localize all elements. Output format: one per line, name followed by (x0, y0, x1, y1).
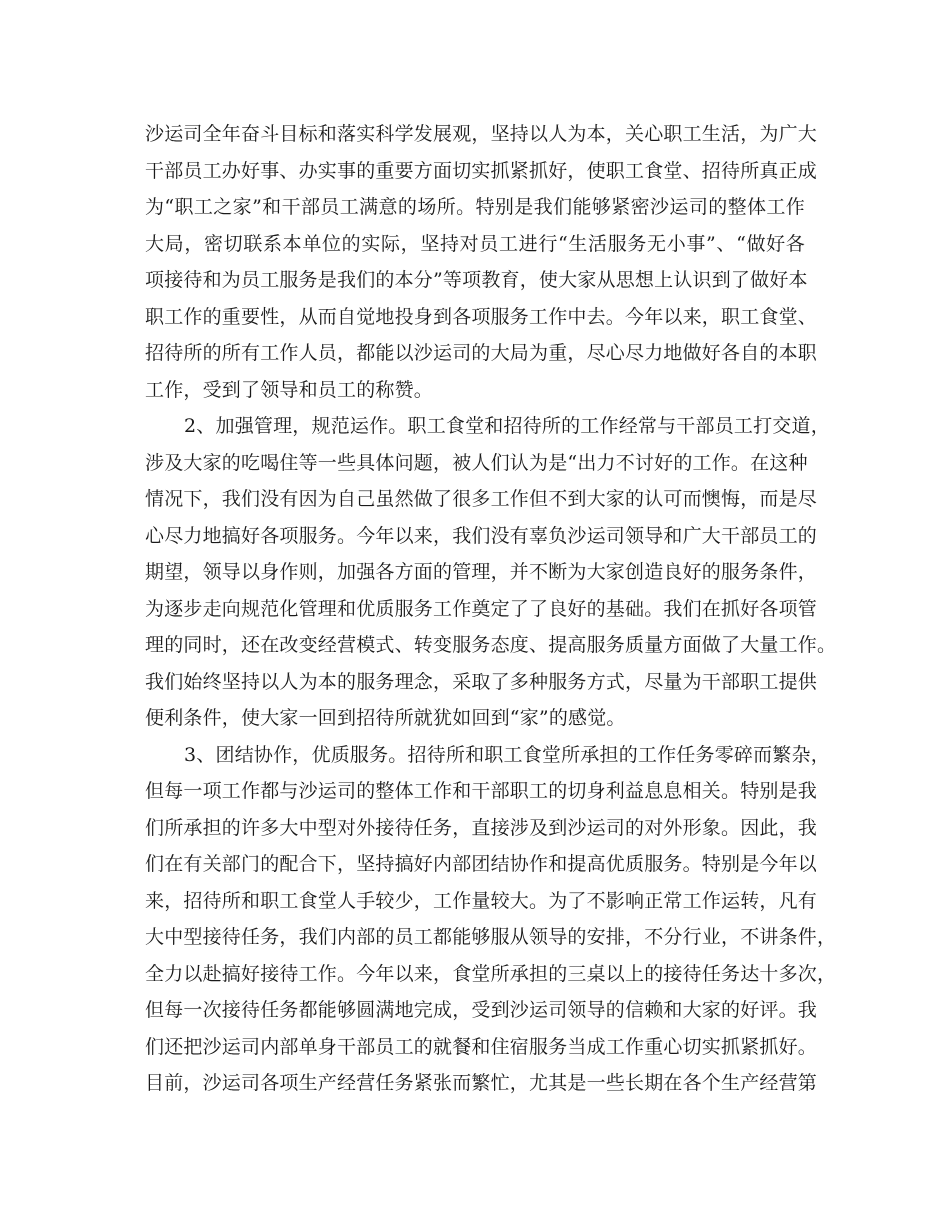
text-line: 便利条件，使大家一回到招待所就犹如回到“家”的感觉。 (145, 707, 626, 729)
text-line: 工作，受到了领导和员工的称赞。 (145, 378, 434, 401)
text-line: 沙运司全年奋斗目标和落实科学发展观，坚持以人为本，关心职工生活，为广大 (145, 123, 818, 145)
text-line: 为“职工之家”和干部员工满意的场所。特别是我们能够紧密沙运司的整体工作 (145, 196, 805, 218)
text-line: 们所承担的许多大中型对外接待任务，直接涉及到沙运司的对外形象。因此，我 (145, 816, 818, 839)
text-line: 干部员工办好事、办实事的重要方面切实抓紧抓好，使职工食堂、招待所真正成 (145, 159, 818, 182)
text-line: 但每一次接待任务都能够圆满地完成，受到沙运司领导的信赖和大家的好评。我 (145, 999, 818, 1021)
paragraph-first-line: 2、加强管理，规范运作。职工食堂和招待所的工作经常与干部员工打交道， (184, 415, 830, 437)
text-line: 全力以赴搞好接待工作。今年以来，食堂所承担的三桌以上的接待任务达十多次， (145, 962, 837, 985)
text-line: 理的同时，还在改变经营模式、转变服务态度、提高服务质量方面做了大量工作。 (145, 634, 837, 656)
text-line: 期望，领导以身作则，加强各方面的管理，并不断为大家创造良好的服务条件， (145, 561, 818, 583)
text-line: 目前，沙运司各项生产经营任务紧张而繁忙，尤其是一些长期在各个生产经营第 (145, 1072, 818, 1094)
text-line: 们还把沙运司内部单身干部员工的就餐和住宿服务当成工作重心切实抓紧抓好。 (145, 1035, 818, 1058)
text-line: 项接待和为员工服务是我们的本分”等项教育，使大家从思想上认识到了做好本 (145, 269, 808, 291)
text-line: 为逐步走向规范化管理和优质服务工作奠定了了良好的基础。我们在抓好各项管 (145, 597, 818, 620)
text-line: 大中型接待任务，我们内部的员工都能够服从领导的安排，不分行业，不讲条件， (145, 926, 837, 948)
text-line: 职工作的重要性，从而自觉地投身到各项服务工作中去。今年以来，职工食堂、 (145, 305, 818, 328)
text-line: 来，招待所和职工食堂人手较少，工作量较大。为了不影响正常工作运转，凡有 (145, 889, 818, 912)
text-line: 情况下，我们没有因为自己虽然做了很多工作但不到大家的认可而懊悔，而是尽 (145, 488, 818, 510)
text-line: 们在有关部门的配合下，坚持搞好内部团结协作和提高优质服务。特别是今年以 (145, 853, 818, 875)
text-line: 我们始终坚持以人为本的服务理念，采取了多种服务方式，尽量为干部职工提供 (145, 670, 818, 693)
text-line: 心尽力地搞好各项服务。今年以来，我们没有辜负沙运司领导和广大干部员工的 (145, 524, 818, 547)
text-line: 但每一项工作都与沙运司的整体工作和干部职工的切身利益息息相关。特别是我 (145, 780, 818, 802)
text-line: 大局，密切联系本单位的实际，坚持对员工进行“生活服务无小事”、“做好各 (145, 232, 805, 255)
paragraph-first-line: 3、团结协作，优质服务。招待所和职工食堂所承担的工作任务零碎而繁杂， (184, 743, 830, 766)
text-line: 涉及大家的吃喝住等一些具体问题，被人们认为是“出力不讨好的工作。在这种 (145, 451, 808, 474)
document-body (145, 116, 837, 1102)
text-line: 招待所的所有工作人员，都能以沙运司的大局为重，尽心尽力地做好各自的本职 (145, 342, 818, 364)
